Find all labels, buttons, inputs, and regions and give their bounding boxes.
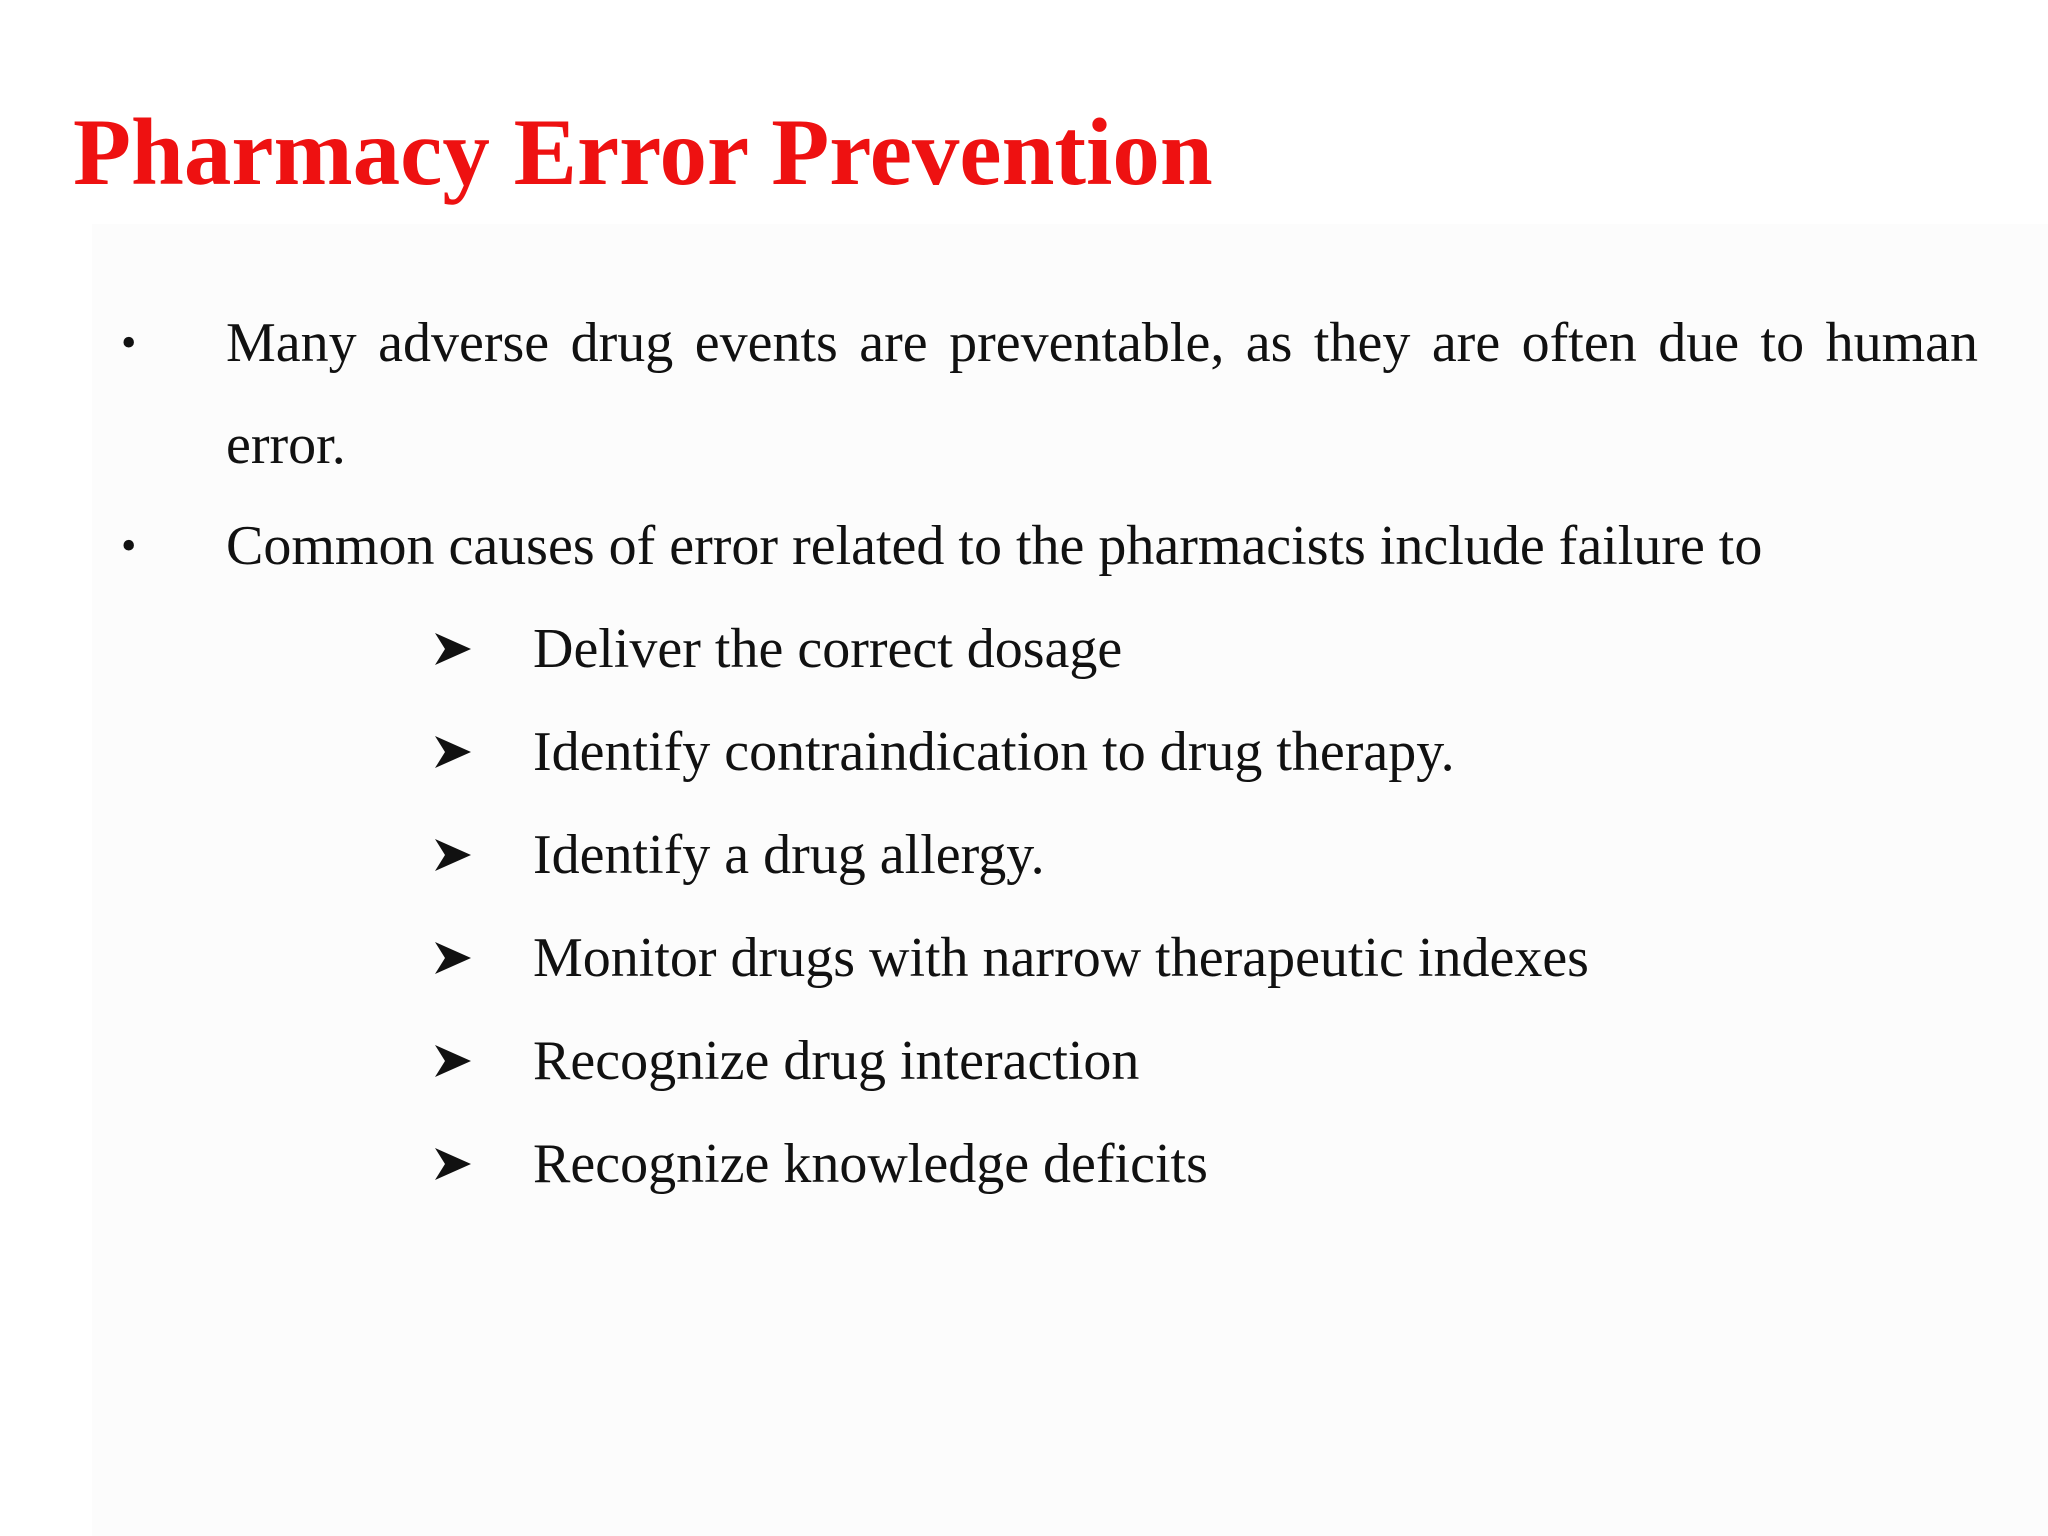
arrow-bullet-icon [433,732,473,772]
sub-list-text: Deliver the correct dosage [533,618,1123,680]
arrow-bullet-icon [433,938,473,978]
bullet-text: Many adverse drug events are preventable, as they are often due to human error. [226,312,1978,476]
arrow-bullet-icon [433,629,473,669]
sub-list-text: Recognize knowledge deficits [533,1133,1208,1195]
sub-list-item [0,598,2048,700]
arrow-bullet-icon [433,1041,473,1081]
sub-list-text: Identify a drug allergy. [533,824,1045,886]
slide-title: Pharmacy Error Prevention [73,99,1213,205]
sub-list-text: Recognize drug interaction [533,1030,1140,1092]
arrow-bullet-icon [433,835,473,875]
sub-list-item [0,1010,2048,1112]
sub-list-text: Monitor drugs with narrow therapeutic indexes [533,927,1589,989]
sub-list-item [0,701,2048,803]
bullet-dot-icon: • [121,318,137,367]
sub-list-item [0,1113,2048,1215]
arrow-bullet-icon [433,1144,473,1184]
sub-list-text: Identify contraindication to drug therapy. [533,721,1455,783]
bullet-text: Common causes of error related to the pharmacists include failure to [226,515,1763,577]
bullet-dot-icon: • [121,521,137,570]
sub-list-item [0,804,2048,906]
sub-list-item [0,907,2048,1009]
